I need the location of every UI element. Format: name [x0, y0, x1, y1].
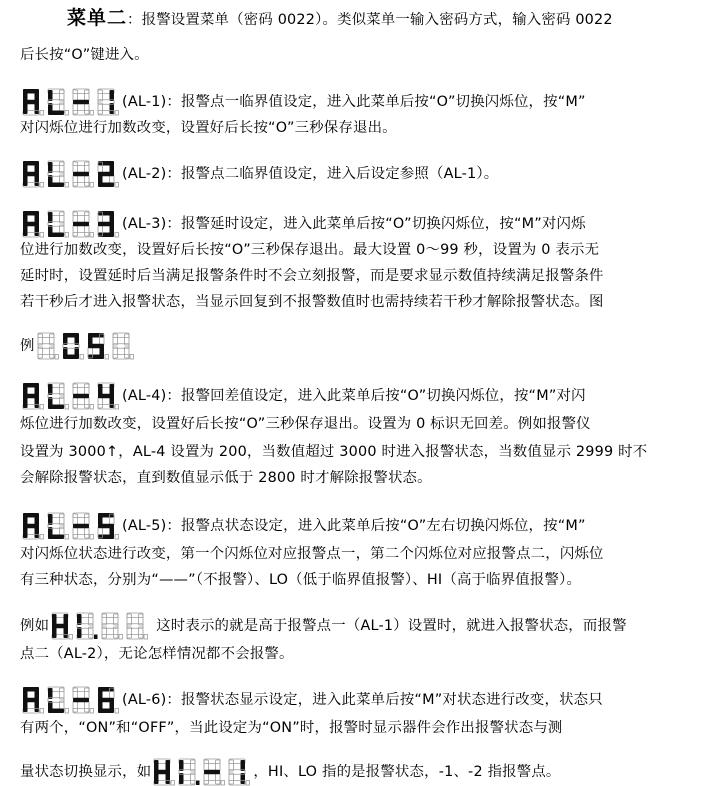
al5-line-1: [20, 512, 697, 540]
al4-segment-display: [20, 382, 122, 410]
intro-text: ：报警设置菜单（密码 0022）。类似菜单一输入密码方式，输入密码 0022: [127, 12, 613, 28]
al4-line-2: 烁位进行加数改变，设置好后长按“O”三秒保存退出。设置为 0 标识无回差。例如报警仪: [20, 416, 591, 432]
al1-line-1: [20, 88, 697, 116]
al3-text: (AL-3)：报警延时设定，进入此菜单后按“O”切换闪烁位，按“M”对闪烁: [122, 216, 586, 232]
al3-line-4: 若干秒后才进入报警状态，当显示回复到不报警数值时也需持续若干秒才解除报警状态。图: [20, 294, 604, 310]
al3-example-label: 例: [20, 338, 35, 354]
al3-example-display: [35, 332, 137, 360]
al1-line-2: 对闪烁位进行加数改变，设置好后长按“O”三秒保存退出。: [20, 120, 397, 136]
al4-line-1: [20, 382, 697, 410]
al5-example-text: 这时表示的就是高于报警点一（AL-1）设置时，就进入报警状态，而报警: [156, 618, 627, 634]
al4-line-3: 设置为 3000↑，AL-4 设置为 200，当数值超过 3000 时进入报警状态，当数值显示 2999 时不: [20, 444, 648, 460]
al6-example-label: 量状态切换显示，如: [20, 764, 152, 780]
menu-heading: 菜单二: [67, 7, 128, 29]
al5-text: (AL-5)：报警点状态设定，进入此菜单后按“O”左右切换闪烁位，按“M”: [122, 518, 586, 534]
al1-segment-display: [20, 88, 122, 116]
al5-example-display: [49, 612, 151, 640]
al5-line-4: [20, 612, 697, 640]
al4-line-4: 会解除报警状态，直到数值显示低于 2800 时才解除报警状态。: [20, 470, 432, 486]
al5-example-label: 例如: [20, 618, 50, 634]
al6-example-text: ，HI、LO 指的是报警状态，-1、-2 指报警点。: [253, 764, 561, 780]
al3-line-5: [20, 332, 697, 360]
intro-line-1: [67, 8, 697, 30]
al6-text: (AL-6)：报警状态显示设定，进入此菜单后按“M”对状态进行改变，状态只: [122, 692, 603, 708]
al2-line-1: [20, 160, 697, 188]
al5-line-2: 对闪烁位状态进行改变，第一个闪烁位对应报警点一，第二个闪烁位对应报警点二，闪烁位: [20, 546, 604, 562]
al1-text: (AL-1)：报警点一临界值设定，进入此菜单后按“O”切换闪烁位，按“M”: [122, 94, 586, 110]
al2-text: (AL-2)：报警点二临界值设定，进入后设定参照（AL-1）。: [122, 166, 499, 182]
al6-line-2: 有两个，“ON”和“OFF”，当此设定为“ON”时，报警时显示器件会作出报警状态与测: [20, 720, 563, 736]
al5-segment-display: [20, 512, 122, 540]
al3-line-1: [20, 210, 697, 238]
al3-segment-display: [20, 210, 122, 238]
intro-line-2: 后长按“O”键进入。: [20, 47, 149, 63]
al5-line-3: 有三种状态，分别为“——”（不报警）、LO（低于临界值报警）、HI（高于临界值报警）。: [20, 572, 582, 588]
al6-segment-display: [20, 686, 122, 714]
al4-text: (AL-4)：报警回差值设定，进入此菜单后按“O”切换闪烁位，按“M”对闪: [122, 388, 586, 404]
al2-segment-display: [20, 160, 122, 188]
al5-line-5: 点二（AL-2），无论怎样情况都不会报警。: [20, 646, 294, 662]
al3-line-3: 延时时，设置延时后当满足报警条件时不会立刻报警，而是要求显示数值持续满足报警条件: [20, 268, 604, 284]
al3-line-2: 位进行加数改变，设置好后长按“O”三秒保存退出。最大设置 0～99 秒，设置为 0 表示无: [20, 242, 600, 258]
al6-line-1: [20, 686, 697, 714]
